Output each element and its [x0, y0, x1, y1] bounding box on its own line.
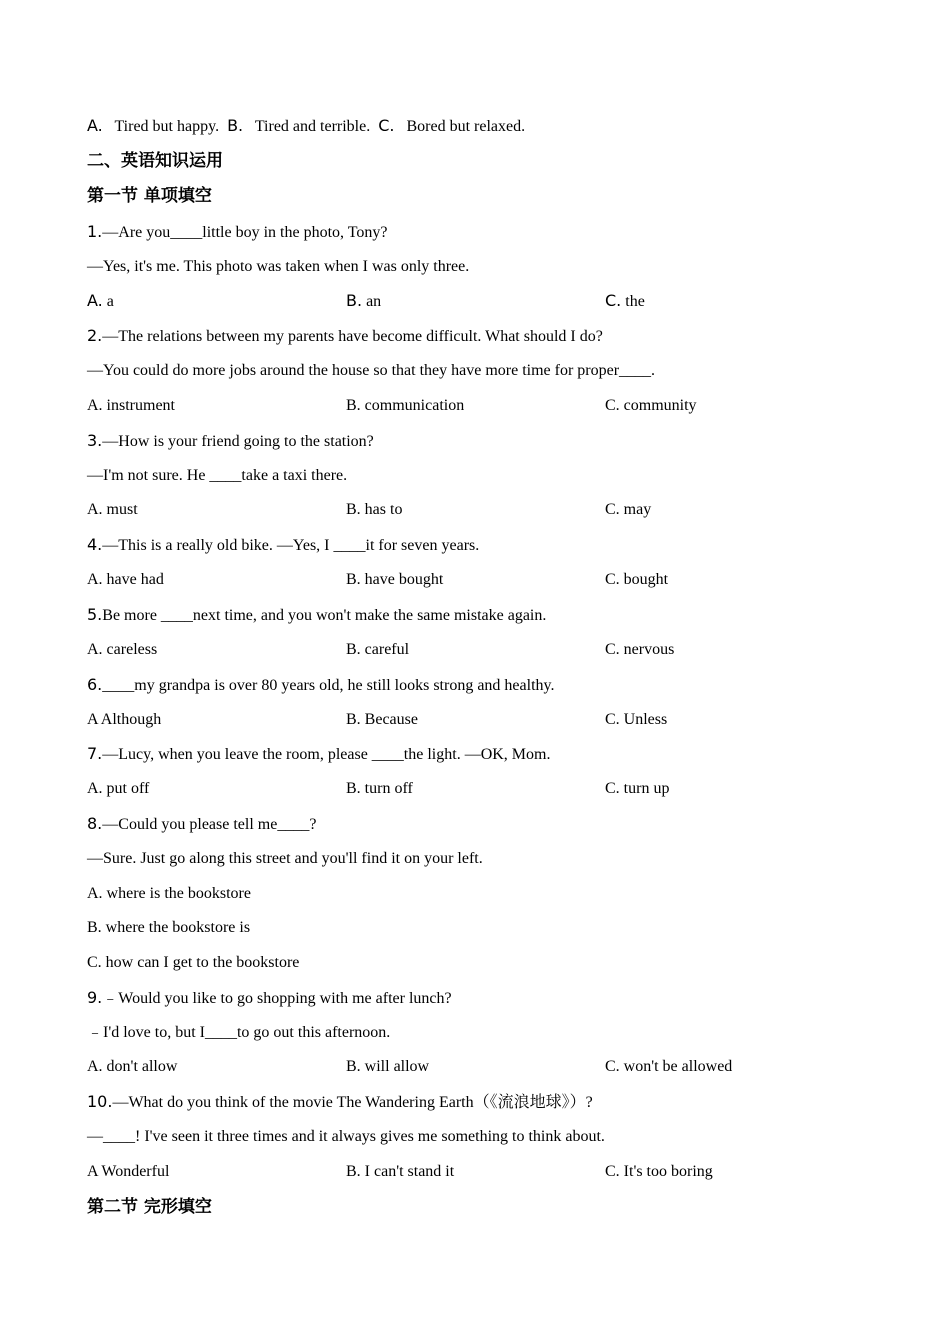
option-a [87, 291, 114, 312]
question-8 [87, 814, 316, 835]
question-10 [87, 1092, 593, 1113]
question-number: 5. [87, 605, 103, 624]
option-letter: C. [605, 291, 622, 310]
question-line: ﹣I'd love to, but I____to go out this afternoon. [87, 1024, 391, 1041]
option-a: A Wonderful [87, 1163, 170, 1180]
option-c: C. bought [605, 571, 669, 588]
option-a: A. must [87, 501, 138, 518]
option-text: Tired but happy. [114, 118, 220, 135]
question-text: —Lucy, when you leave the room, please ____the light. —OK, Mom. [102, 746, 551, 763]
option-c: C. Unless [605, 711, 668, 728]
question-4 [87, 535, 479, 556]
option-c: C. It's too boring [605, 1163, 713, 1180]
option-a: A. where is the bookstore [87, 885, 251, 902]
question-number: 9. [87, 988, 103, 1007]
question-7 [87, 744, 550, 765]
question-number: 2. [87, 326, 103, 345]
option-b: B. careful [346, 641, 410, 658]
question-text: —Could you please tell me____? [102, 816, 317, 833]
option-text: the [621, 293, 645, 310]
question-text: Be more ____next time, and you won't make the same mistake again. [102, 607, 547, 624]
question-6 [87, 675, 554, 696]
option-letter: C. [378, 116, 395, 135]
option-c: C. how can I get to the bookstore [87, 954, 300, 971]
option-b: B. communication [346, 397, 465, 414]
option-b: B. will allow [346, 1058, 430, 1075]
question-number: 6. [87, 675, 103, 694]
option-b: B. have bought [346, 571, 444, 588]
question-9 [87, 988, 452, 1009]
option-letter: B. [346, 291, 363, 310]
option-a: A. instrument [87, 397, 175, 414]
part2-title: 第二节 完形填空 [87, 1197, 212, 1217]
question-3 [87, 431, 374, 452]
option-c: C. community [605, 397, 697, 414]
option-text: an [362, 293, 382, 310]
question-text: —How is your friend going to the station? [102, 433, 374, 450]
option-c: C. nervous [605, 641, 675, 658]
question-line: —I'm not sure. He ____take a taxi there. [87, 467, 348, 484]
option-c [605, 291, 645, 312]
question-text: —The relations between my parents have become difficult. What should I do? [102, 328, 603, 345]
question-line: —You could do more jobs around the house so that they have more time for proper____. [87, 362, 656, 379]
option-b: B. where the bookstore is [87, 919, 251, 936]
question-line: —Yes, it's me. This photo was taken when I was only three. [87, 258, 470, 275]
option-c: C. may [605, 501, 652, 518]
option-c: C. turn up [605, 780, 670, 797]
option-a: A. put off [87, 780, 150, 797]
option-b: B. Because [346, 711, 418, 728]
option-b: B. has to [346, 501, 403, 518]
option-a: A. careless [87, 641, 158, 658]
option-c: C. won't be allowed [605, 1058, 733, 1075]
question-number: 4. [87, 535, 103, 554]
question-number: 7. [87, 744, 103, 763]
option-text: Bored but relaxed. [406, 118, 526, 135]
question-text: ﹣Would you like to go shopping with me after lunch? [102, 990, 452, 1007]
question-text: —What do you think of the movie The Wandering Earth（《流浪地球》）? [112, 1094, 593, 1111]
question-text: ____my grandpa is over 80 years old, he still looks strong and healthy. [102, 677, 555, 694]
option-text: a [102, 293, 114, 310]
question-text: —This is a really old bike. —Yes, I ____it for seven years. [102, 537, 480, 554]
option-a: A. don't allow [87, 1058, 178, 1075]
option-b: B. I can't stand it [346, 1163, 455, 1180]
question-number: 8. [87, 814, 103, 833]
question-line: —____! I've seen it three times and it always gives me something to think about. [87, 1128, 605, 1145]
option-b [346, 291, 381, 312]
question-text: —Are you____little boy in the photo, Tony? [102, 224, 388, 241]
part1-title: 第一节 单项填空 [87, 186, 212, 206]
prev-question-options [87, 116, 525, 137]
question-number: 10. [87, 1092, 113, 1111]
question-2 [87, 326, 603, 347]
option-letter: B. [227, 116, 244, 135]
question-number: 3. [87, 431, 103, 450]
option-letter: A. [87, 116, 103, 135]
question-number: 1. [87, 222, 103, 241]
question-5 [87, 605, 546, 626]
question-1 [87, 222, 387, 243]
option-b: B. turn off [346, 780, 413, 797]
option-a: A. have had [87, 571, 164, 588]
option-a: A Although [87, 711, 162, 728]
option-text: Tired and terrible. [254, 118, 371, 135]
option-letter: A. [87, 291, 103, 310]
section-title: 二、英语知识运用 [87, 151, 223, 171]
question-line: —Sure. Just go along this street and you'll find it on your left. [87, 850, 483, 867]
